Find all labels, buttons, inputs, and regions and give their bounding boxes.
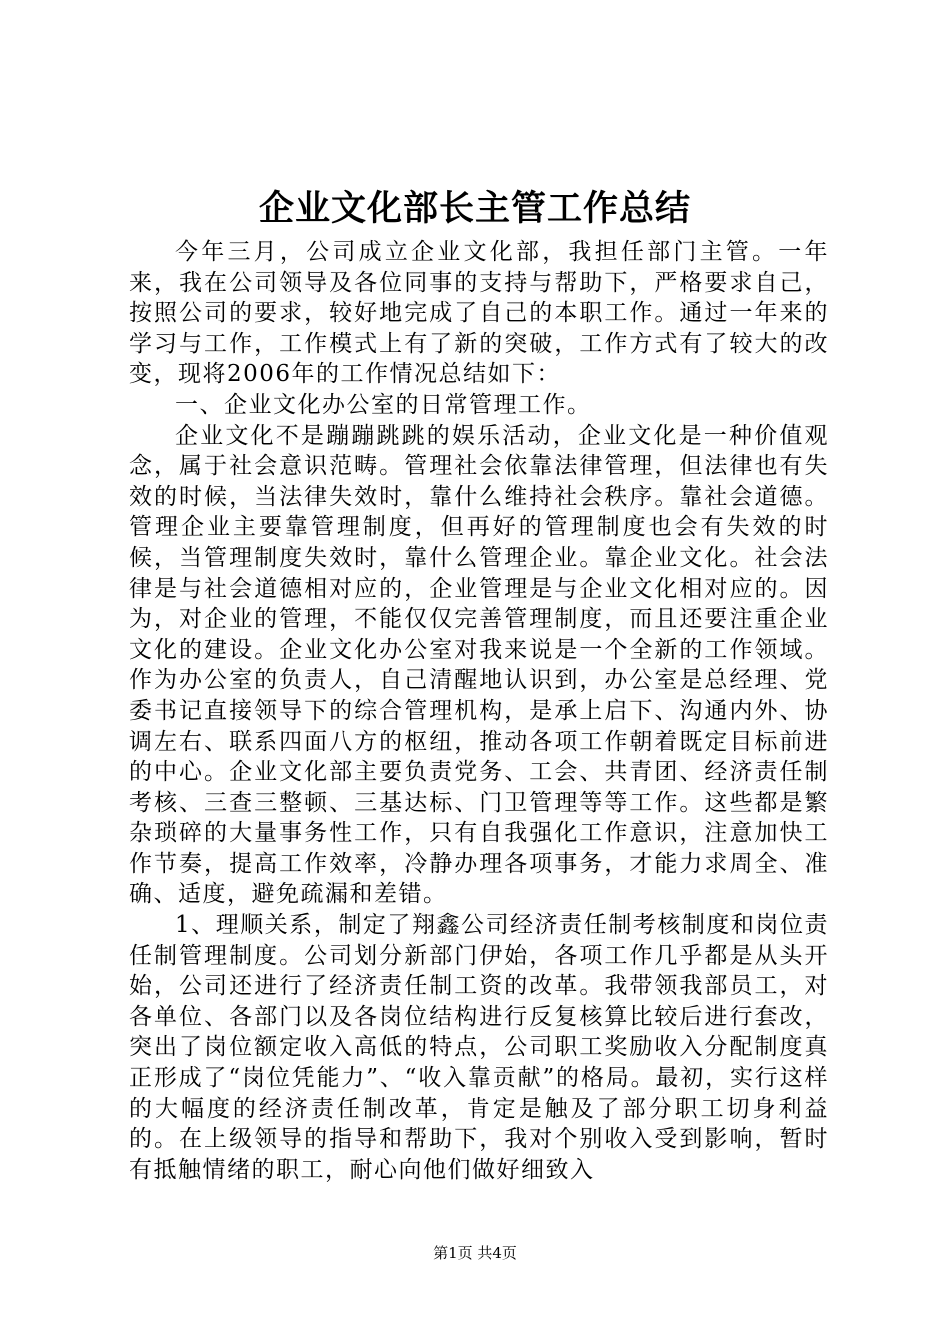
document-title: 企业文化部长主管工作总结 <box>258 188 691 229</box>
section-heading-1: 一、企业文化办公室的日常管理工作。 <box>175 391 592 418</box>
paragraph-intro: 今年三月，公司成立企业文化部，我担任部门主管。一年来，我在公司领导及各位同事的支持与帮助下，严格要求自己，按照公司的要求，较好地完成了自己的本职工作。通过一年来的学习与工作，工作模式上有了新的突破，工作方式有了较大的改变，现将2006年的工作情况总结如下： <box>129 239 829 388</box>
page-footer: 第1页 共4页 <box>433 1244 517 1262</box>
document-body <box>129 237 829 1185</box>
paragraph-item-1: 1、理顺关系，制定了翔鑫公司经济责任制考核制度和岗位责任制管理制度。公司划分新部门伊始，各项工作几乎都是从头开始，公司还进行了经济责任制工资的改革。我带领我部员工，对各单位、各部门以及各岗位结构进行反复核算比较后进行套改，突出了岗位额定收入高低的特点，公司职工奖励收入分配制度真正形成了“岗位凭能力”、“收入靠贡献”的格局。最初，实行这样的大幅度的经济责任制改革，肯定是触及了部分职工切身利益的。在上级领导的指导和帮助下，我对个别收入受到影响，暂时有抵触情绪的职工，耐心向他们做好细致入 <box>129 912 829 1183</box>
paragraph-culture: 企业文化不是蹦蹦跳跳的娱乐活动，企业文化是一种价值观念，属于社会意识范畴。管理社会依靠法律管理，但法律也有失效的时候，当法律失效时，靠什么维持社会秩序。靠社会道德。管理企业主要靠管理制度，但再好的管理制度也会有失效的时候，当管理制度失效时，靠什么管理企业。靠企业文化。社会法律是与社会道德相对应的，企业管理是与企业文化相对应的。因为，对企业的管理，不能仅仅完善管理制度，而且还要注重企业文化的建设。企业文化办公室对我来说是一个全新的工作领域。作为办公室的负责人，自己清醒地认识到，办公室是总经理、党委书记直接领导下的综合管理机构，是承上启下、沟通内外、协调左右、联系四面八方的枢纽，推动各项工作朝着既定目标前进的中心。企业文化部主要负责党务、工会、共青团、经济责任制考核、三查三整顿、三基达标、门卫管理等等工作。这些都是繁杂琐碎的大量事务性工作，只有自我强化工作意识，注意加快工作节奏，提高工作效率，冷静办理各项事务，才能力求周全、准确、适度，避免疏漏和差错。 <box>129 422 829 908</box>
